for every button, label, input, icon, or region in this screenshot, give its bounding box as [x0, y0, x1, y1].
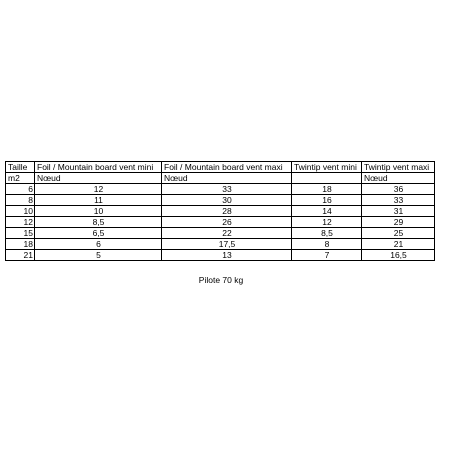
- table-cell[interactable]: 29: [362, 217, 435, 228]
- table-cell[interactable]: 18: [292, 184, 362, 195]
- header-row: [6, 162, 435, 173]
- table-cell[interactable]: 8: [292, 239, 362, 250]
- spreadsheet-area: [5, 161, 435, 261]
- table-cell[interactable]: 7: [292, 250, 362, 261]
- unit-cell-size[interactable]: m2: [6, 173, 35, 184]
- unit-cell-twintip-mini[interactable]: [292, 173, 362, 184]
- table-cell[interactable]: 21: [6, 250, 35, 261]
- table-cell[interactable]: 13: [162, 250, 292, 261]
- table-cell[interactable]: 21: [362, 239, 435, 250]
- table-row: [6, 228, 435, 239]
- table-cell[interactable]: 22: [162, 228, 292, 239]
- table-caption: Pilote 70 kg: [198, 275, 244, 285]
- table-row: [6, 206, 435, 217]
- table-row: [6, 239, 435, 250]
- table-row: [6, 250, 435, 261]
- table-cell[interactable]: 14: [292, 206, 362, 217]
- table-cell[interactable]: 16,5: [362, 250, 435, 261]
- table-cell[interactable]: 12: [6, 217, 35, 228]
- table-cell[interactable]: 8: [6, 195, 35, 206]
- table-cell[interactable]: 25: [362, 228, 435, 239]
- table-cell[interactable]: 33: [362, 195, 435, 206]
- table-cell[interactable]: 26: [162, 217, 292, 228]
- table-cell[interactable]: 16: [292, 195, 362, 206]
- table-cell[interactable]: 28: [162, 206, 292, 217]
- table-cell[interactable]: 10: [6, 206, 35, 217]
- unit-cell-foil-maxi[interactable]: Nœud: [162, 173, 292, 184]
- header-cell-twintip-maxi[interactable]: Twintip vent maxi: [362, 162, 435, 173]
- header-cell-twintip-mini[interactable]: Twintip vent mini: [292, 162, 362, 173]
- table-cell[interactable]: 11: [35, 195, 162, 206]
- table-cell[interactable]: 8,5: [35, 217, 162, 228]
- table-row: [6, 195, 435, 206]
- table-cell[interactable]: 30: [162, 195, 292, 206]
- table-cell[interactable]: 17,5: [162, 239, 292, 250]
- table-cell[interactable]: 33: [162, 184, 292, 195]
- header-cell-taille[interactable]: Taille: [6, 162, 35, 173]
- table-row: [6, 184, 435, 195]
- table-cell[interactable]: 10: [35, 206, 162, 217]
- header-cell-foil-maxi[interactable]: Foil / Mountain board vent maxi: [162, 162, 292, 173]
- table-cell[interactable]: 12: [292, 217, 362, 228]
- unit-cell-twintip-maxi[interactable]: Nœud: [362, 173, 435, 184]
- table-cell[interactable]: 6,5: [35, 228, 162, 239]
- kite-wind-table: [5, 161, 435, 261]
- table-cell[interactable]: 5: [35, 250, 162, 261]
- table-cell[interactable]: 31: [362, 206, 435, 217]
- unit-row: [6, 173, 435, 184]
- unit-cell-foil-mini[interactable]: Nœud: [35, 173, 162, 184]
- table-row: [6, 217, 435, 228]
- table-cell[interactable]: 15: [6, 228, 35, 239]
- table-cell[interactable]: 6: [6, 184, 35, 195]
- table-cell[interactable]: 18: [6, 239, 35, 250]
- table-cell[interactable]: 6: [35, 239, 162, 250]
- table-cell[interactable]: 8,5: [292, 228, 362, 239]
- table-cell[interactable]: 36: [362, 184, 435, 195]
- table-cell[interactable]: 12: [35, 184, 162, 195]
- header-cell-foil-mini[interactable]: Foil / Mountain board vent mini: [35, 162, 162, 173]
